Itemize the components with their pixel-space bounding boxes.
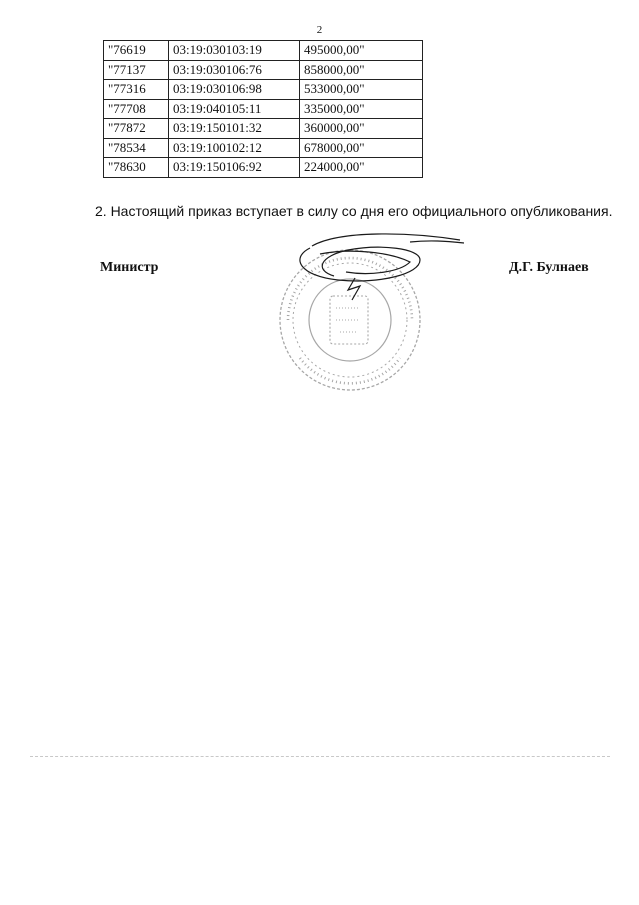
- table-cell-id: "76619: [104, 41, 169, 61]
- table-cell-cadastral-number: 03:19:150106:92: [169, 158, 300, 178]
- table-cell-value: 495000,00": [300, 41, 423, 61]
- table-cell-cadastral-number: 03:19:030106:98: [169, 80, 300, 100]
- table-cell-value: 360000,00": [300, 119, 423, 139]
- table-cell-value: 678000,00": [300, 138, 423, 158]
- table-row: [104, 138, 423, 158]
- table-cell-id: "78630: [104, 158, 169, 178]
- page-number: 2: [316, 24, 323, 36]
- table-row: [104, 119, 423, 139]
- table-cell-value: 533000,00": [300, 80, 423, 100]
- official-seal-and-signature: [260, 228, 470, 398]
- table-cell-cadastral-number: 03:19:100102:12: [169, 138, 300, 158]
- table-cell-cadastral-number: 03:19:040105:11: [169, 99, 300, 119]
- table-cell-value: 858000,00": [300, 60, 423, 80]
- table-cell-id: "78534: [104, 138, 169, 158]
- position-label: Министр: [100, 260, 159, 275]
- table-cell-id: "77872: [104, 119, 169, 139]
- table-cell-cadastral-number: 03:19:030103:19: [169, 41, 300, 61]
- stamp-image: [280, 250, 420, 390]
- table-cell-value: 224000,00": [300, 158, 423, 178]
- table-cell-id: "77137: [104, 60, 169, 80]
- table-cell-cadastral-number: 03:19:150101:32: [169, 119, 300, 139]
- table-cell-id: "77708: [104, 99, 169, 119]
- table-cell-id: "77316: [104, 80, 169, 100]
- effective-clause: 2. Настоящий приказ вступает в силу со дня его официального опубликования.: [95, 203, 613, 219]
- signature-image: [300, 234, 464, 300]
- table-row: [104, 41, 423, 61]
- scan-artifact-line: [30, 756, 610, 758]
- table-cell-cadastral-number: 03:19:030106:76: [169, 60, 300, 80]
- cadastral-table: [103, 40, 423, 178]
- signer-name: Д.Г. Булнаев: [509, 260, 589, 275]
- table-cell-value: 335000,00": [300, 99, 423, 119]
- table-row: [104, 158, 423, 178]
- table-row: [104, 80, 423, 100]
- table-row: [104, 60, 423, 80]
- table-row: [104, 99, 423, 119]
